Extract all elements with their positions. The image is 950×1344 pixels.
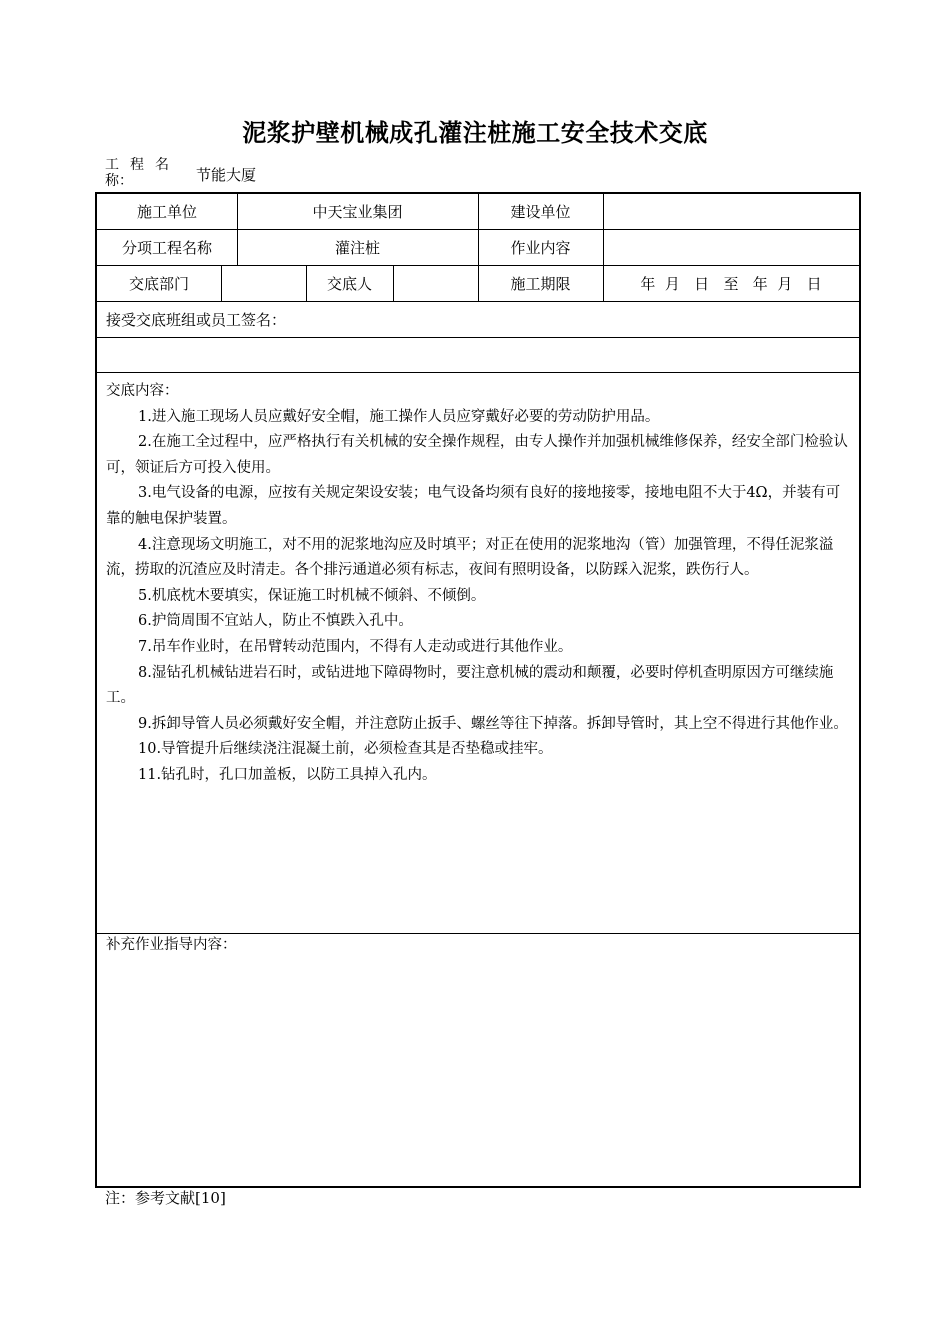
owner-unit-value[interactable] [603,194,859,229]
content-item: 1.进入施工现场人员应戴好安全帽，施工操作人员应穿戴好必要的劳动防护用品。 [138,408,660,425]
period-value[interactable]: 年 月 日 至 年 月 日 [640,274,822,293]
safety-briefing-table [95,192,861,1188]
document-title: 泥浆护壁机械成孔灌注桩施工安全技术交底 [242,119,708,147]
content-item: 9.拆卸导管人员必须戴好安全帽，并注意防止扳手、螺丝等往下掉落。拆卸导管时，其上空不得进行其他作业。 [138,715,848,732]
supplement-section[interactable] [97,933,859,959]
sub-project-value[interactable]: 灌注桩 [334,238,380,257]
department-label: 交底部门 [128,274,189,293]
construction-unit-value[interactable]: 中天宝业集团 [312,203,403,221]
content-item: 3.电气设备的电源，应按有关规定架设安装；电气设备均须有良好的接地接零，接地电阻不大于4Ω，并装有可靠的触电保护装置。 [106,485,841,527]
construction-unit-label: 施工单位 [136,203,197,221]
supplement-label: 补充作业指导内容： [106,937,237,953]
content-item: 11.钻孔时，孔口加盖板，以防工具掉入孔内。 [138,766,437,783]
project-name-label-line1: 工程名 [105,157,180,173]
content-item: 7.吊车作业时，在吊臂转动范围内，不得有人走动或进行其他作业。 [138,638,573,655]
work-content-value[interactable] [603,229,859,265]
project-name-label [105,157,183,189]
department-value[interactable] [221,265,306,301]
signature-label: 接受交底班组或员工签名： [106,310,287,329]
reference-note: 注：参考文献[10] [105,1189,226,1207]
content-item: 5.机底枕木要填实，保证施工时机械不倾斜、不倾倒。 [138,587,486,604]
content-item: 4.注意现场文明施工，对不用的泥浆地沟应及时填平；对正在使用的泥浆地沟（管）加强管理，不得任泥浆溢流，捞取的沉渣应及时清走。各个排污通道必须有标志，夜间有照明设备，以防踩入泥浆，跌伤行人。 [106,536,834,579]
signature-area[interactable] [97,337,859,372]
period-label: 施工期限 [510,274,571,293]
project-name-label-line2: 称： [105,173,133,189]
owner-unit-label: 建设单位 [510,203,571,221]
content-label: 交底内容： [106,383,179,399]
briefing-content [97,379,859,789]
content-item: 6.护筒周围不宜站人，防止不慎跌入孔中。 [138,613,413,630]
briefer-value[interactable] [393,265,478,301]
sub-project-label: 分项工程名称 [121,238,212,257]
work-content-label: 作业内容 [510,238,571,257]
row-divider [97,372,859,373]
project-name-value: 节能大厦 [196,166,257,184]
briefer-label: 交底人 [326,274,372,293]
content-item: 10.导管提升后继续浇注混凝土前，必须检查其是否垫稳或挂牢。 [138,741,553,758]
content-item: 2.在施工全过程中，应严格执行有关机械的安全操作规程，由专人操作并加强机械维修保养，经安全部门检验认可，领证后方可投入使用。 [106,434,848,476]
content-item: 8.湿钻孔机械钻进岩石时，或钻进地下障碍物时，要注意机械的震动和颠覆，必要时停机查明原因方可继续施工。 [106,664,834,707]
